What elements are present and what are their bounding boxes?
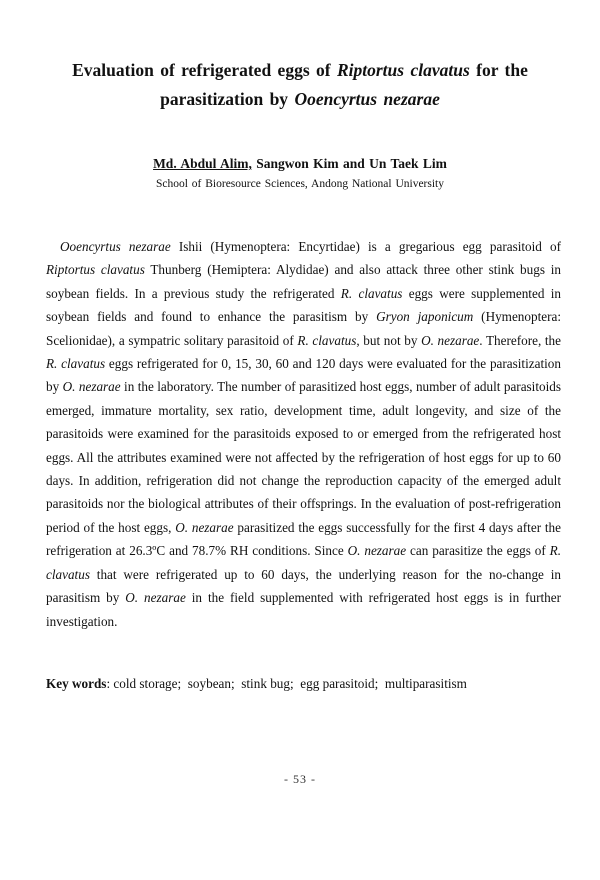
abstract-text: that were refrigerated up to 60 days, the underlying reason for the no-change in parasitism by bbox=[46, 566, 561, 606]
title-species-2: Ooencyrtus nezarae bbox=[294, 89, 440, 109]
affiliation: School of Bioresource Sciences, Andong National University bbox=[155, 178, 444, 190]
abstract-text: Ishii (Hymenoptera: Encyrtidae) is a gregarious egg parasitoid of bbox=[170, 239, 562, 254]
paper-title bbox=[40, 56, 560, 114]
abstract-text: (Hymenoptera: Scelionidae), a sympatric solitary parasitoid of bbox=[46, 309, 562, 348]
keywords-label: Key words bbox=[46, 676, 107, 691]
keyword-item: multiparasitism bbox=[384, 676, 467, 691]
abstract-species: R. clavatus bbox=[46, 543, 562, 582]
abstract-species: O. nezarae bbox=[125, 590, 186, 606]
abstract-species: O. nezarae bbox=[421, 332, 480, 348]
title-part-1: Evaluation of refrigerated eggs of bbox=[72, 60, 337, 80]
abstract-text: in the laboratory. The number of parasitized host eggs, number of adult parasitoids emerged, immature mortality, sex ratio, development time, adult longevity, and size of the parasitoids were examined for the parasitoids exposed to or emerged from the refrigerated host eggs. All the attributes examined were not affected by the refrigeration of host eggs for up to 60 days. In addition, refrigeration did not change the reproduction capacity of the emerged adult parasitoids nor the biological attributes of their offsprings. In the evaluation of post-refrigeration period of the host eggs, bbox=[46, 379, 561, 535]
abstract-species: R. clavatus bbox=[340, 285, 403, 301]
author-list bbox=[40, 155, 560, 173]
abstract-text: . Therefore, the bbox=[479, 332, 561, 348]
abstract-species: Gryon japonicum bbox=[376, 309, 474, 325]
keywords-colon: : bbox=[106, 676, 114, 691]
abstract-species: O. nezarae bbox=[175, 519, 234, 535]
abstract-paragraph bbox=[46, 235, 561, 633]
abstract-text: eggs were supplemented in soybean fields and found to enhance the parasitism by bbox=[46, 285, 561, 325]
title-species-1: Riptortus clavatus bbox=[336, 60, 470, 80]
co-authors: Sangwon Kim and Un Taek Lim bbox=[251, 156, 447, 171]
abstract-species: R. clavatus bbox=[46, 356, 106, 372]
first-author: Md. Abdul Alim, bbox=[153, 156, 252, 171]
abstract-species: O. nezarae bbox=[347, 543, 407, 559]
keyword-item: soybean bbox=[187, 676, 231, 691]
abstract-species: O. nezarae bbox=[62, 379, 121, 395]
abstract-species: Riptortus clavatus bbox=[46, 262, 145, 278]
page-number: - 53 - bbox=[284, 772, 316, 786]
keyword-item: cold storage bbox=[113, 676, 178, 691]
abstract-text: in the field supplemented with refrigerated host eggs is in further investigation. bbox=[46, 590, 561, 629]
abstract-text: eggs refrigerated for 0, 15, 30, 60 and 120 days were evaluated for the parasitization by bbox=[46, 356, 561, 395]
abstract-text: , but not by bbox=[356, 332, 422, 348]
abstract-text: Thunberg (Hemiptera: Alydidae) and also attack three other stink bugs in soybean fields. In a previous study the refrigerated bbox=[46, 262, 561, 301]
keyword-item: stink bug bbox=[241, 676, 290, 691]
title-part-2: for the parasitization by bbox=[160, 60, 528, 109]
abstract-species: R. clavatus bbox=[297, 332, 357, 348]
abstract-species: Ooencyrtus nezarae bbox=[60, 239, 171, 254]
keywords-line: Key words: cold storage; soybean; stink bug; egg parasitoid; multiparasitism bbox=[46, 676, 467, 691]
keyword-item: egg parasitoid bbox=[300, 676, 375, 691]
abstract-text: parasitized the eggs successfully for the first 4 days after the refrigeration at 26.3ºC and 78.7% RH conditions. Since bbox=[46, 519, 561, 559]
abstract-text: can parasitize the eggs of bbox=[406, 543, 550, 559]
